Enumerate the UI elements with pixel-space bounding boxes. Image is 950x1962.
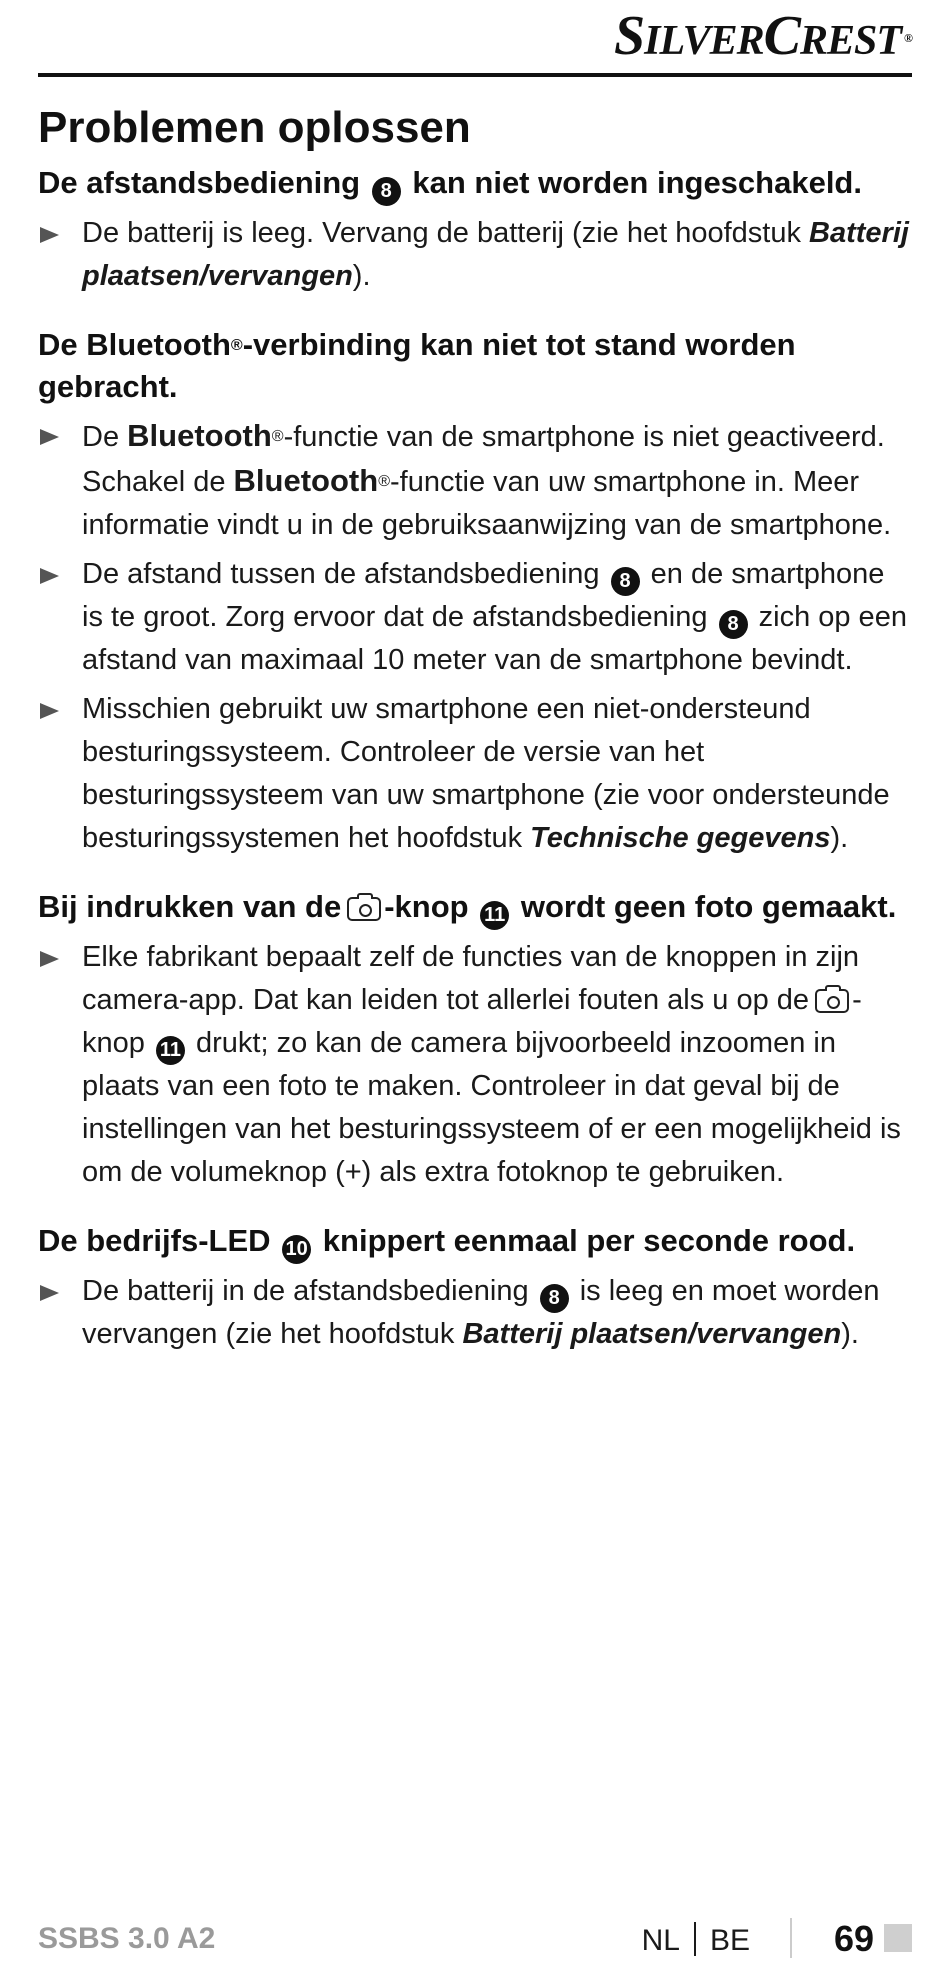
camera-icon — [815, 989, 849, 1013]
number-8-badge: 8 — [611, 567, 640, 596]
list-item: Misschien gebruikt uw smartphone een niet-ondersteund besturingssysteem. Controleer de versie van het besturingssysteem van uw smartphone (zie voor ondersteunde besturingssystemen het hoofdstuk Technische gegevens). — [38, 688, 912, 860]
triangle-bullet-icon — [40, 568, 59, 584]
list-item: De afstand tussen de afstandsbediening 8 en de smartphone is te groot. Zorg ervoor dat de afstandsbediening 8 zich op een afstand van maximaal 10 meter van de smartphone bevindt. — [38, 553, 912, 682]
section-led-blinks — [38, 1220, 912, 1356]
page-number: 69 — [833, 1918, 874, 1959]
number-10-badge: 10 — [282, 1235, 311, 1264]
model-number: SSBS 3.0 A2 — [38, 1922, 216, 1955]
triangle-bullet-icon — [40, 429, 59, 445]
number-11-badge: 11 — [480, 901, 509, 930]
camera-icon — [347, 897, 381, 921]
list-item: Elke fabrikant bepaalt zelf de functies van de knoppen in zijn camera-app. Dat kan leiden tot allerlei fouten als u op de -knop 11 drukt; zo kan de camera bijvoorbeeld inzoomen in plaats van een foto te maken. Controleer in dat geval bij de instellingen van het besturingssysteem of er een mogelijkheid is om de volumeknop (+) als extra fotoknop te gebruiken. — [38, 936, 912, 1194]
silvercrest-logo: SILVERCREST ® — [613, 5, 912, 67]
triangle-bullet-icon — [40, 951, 59, 967]
section-heading: De afstandsbediening 8 kan niet worden ingeschakeld. — [38, 162, 912, 206]
list-item: De batterij is leeg. Vervang de batterij (zie het hoofdstuk Batterij plaatsen/vervangen). — [38, 212, 912, 298]
number-8-badge: 8 — [372, 177, 401, 206]
content — [38, 100, 912, 1356]
section-remote-no-power — [38, 162, 912, 298]
page-corner-square — [884, 1924, 912, 1952]
number-11-badge: 11 — [156, 1036, 185, 1065]
list-item: De batterij in de afstandsbediening 8 is leeg en moet worden vervangen (zie het hoofdstuk Batterij plaatsen/vervangen). — [38, 1270, 912, 1356]
manual-page — [38, 0, 912, 1962]
section-heading: De bedrijfs-LED 10 knippert eenmaal per seconde rood. — [38, 1220, 912, 1264]
section-camera-button — [38, 886, 912, 1194]
section-bluetooth-connection — [38, 324, 912, 860]
triangle-bullet-icon — [40, 1285, 59, 1301]
number-8-badge: 8 — [540, 1284, 569, 1313]
page-footer — [38, 1918, 912, 1958]
number-8-badge: 8 — [719, 610, 748, 639]
footer-divider — [790, 1918, 792, 1958]
triangle-bullet-icon — [40, 703, 59, 719]
list-item: De Bluetooth®-functie van de smartphone is niet geactiveerd. Schakel de Bluetooth®-functie van uw smartphone in. Meer informatie vindt u in de gebruiksaanwijzing van de smartphone. — [38, 414, 912, 547]
section-heading: Bij indrukken van de -knop 11 wordt geen foto gemaakt. — [38, 886, 912, 930]
language-indicator: NL BE — [641, 1924, 750, 1957]
header-rule — [38, 73, 912, 77]
section-heading: De Bluetooth®-verbinding kan niet tot stand worden gebracht. — [38, 327, 796, 404]
page-title: Problemen oplossen — [38, 103, 471, 152]
triangle-bullet-icon — [40, 227, 59, 243]
